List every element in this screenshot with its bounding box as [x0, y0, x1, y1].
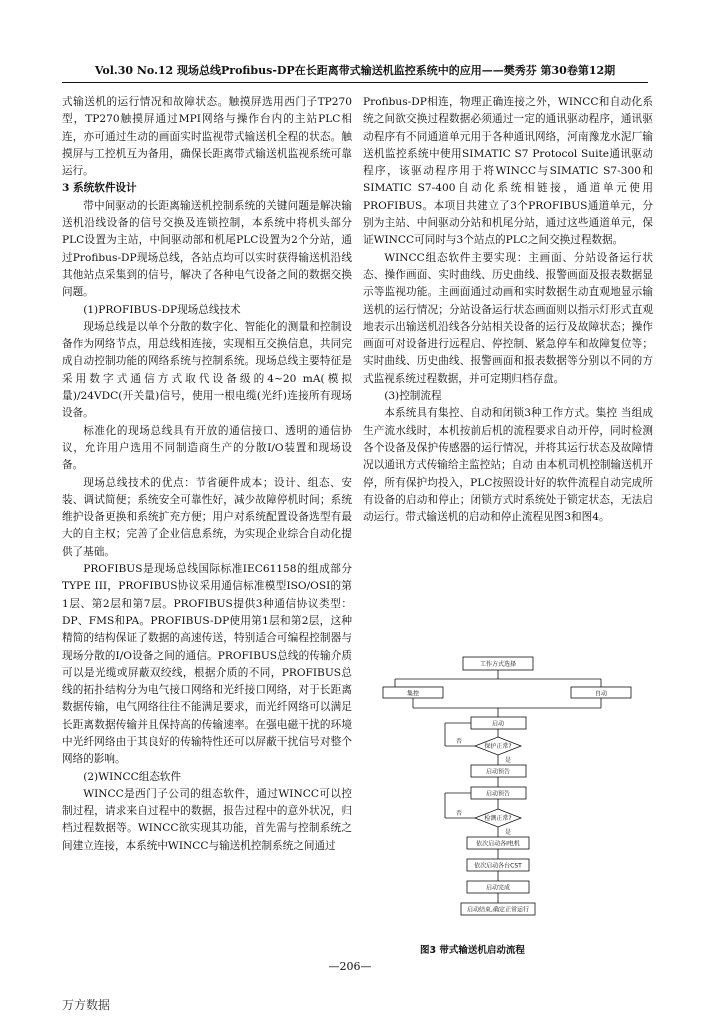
paragraph: 标准化的现场总线具有开放的通信接口、透明的通信协议，允许用户选用不同制造商生产的分散I/O装置和现场设备。 [62, 424, 352, 472]
flow-step1-label: 启动预告 [485, 768, 511, 776]
flow-left-label: 集控 [406, 690, 420, 698]
paragraph: 带中间驱动的长距离输送机控制系统的关键问题是解决输送机沿线设备的信号交换及连锁控制，本系统中将机头部分PLC设置为主站，中间驱动部和机尾PLC设置为2个分站，通过Profibus-DP现场总线，各站点均可以实时获得输送机沿线其他站点采集到的信号，解决了各种电气设备之间的数据交换问题。 [62, 199, 352, 299]
paragraph: WINCC组态软件主要实现：主画面、分站设备运行状态、操作画面、实时曲线、历史曲线、报警画面及报表数据显示等监视功能。主画面通过动画和实时数据生动直观地显示输送机的运行情况；分站设备运行状态画面则以指示灯形式直观地表示出输送机沿线各分站相关设备的运行及故障状态；操作画面可对设备进行远程启、停控制、紧急停车和故障复位等；实时曲线、历史曲线、报警画面和报表数据等分别以不同的方式监视系统过程数据，并可定期归档存盘。 [363, 251, 653, 385]
flow-prestart-label: 启动预告 [485, 790, 511, 798]
paragraph: (1)PROFIBUS-DP现场总线技术 [83, 303, 241, 316]
startup-flowchart [375, 655, 635, 930]
paragraph: (2)WINCC组态软件 [83, 770, 182, 783]
flow-step4-label: 启动完成 [485, 884, 511, 892]
running-header: Vol.30 No.12 现场总线Profibus-DP在长距离带式输送机监控系统中的应用——樊秀芬 第30卷第12期 [62, 62, 648, 83]
flow-end-label: 启动结束,确定正常运行 [467, 906, 529, 914]
figure-caption: 图3 带式输送机启动流程 [420, 945, 525, 956]
flow-yes2-label: 是 [505, 829, 512, 836]
flow-start-cmd-label: 启动 [491, 720, 505, 728]
paragraph: 3 系统软件设计 [62, 182, 137, 195]
left-column [62, 94, 352, 855]
flow-no2-label: 否 [455, 810, 463, 817]
flow-step2-label: 依次启动各I电机 [476, 840, 520, 848]
flow-step3-label: 依次启动各台CST [474, 862, 522, 870]
paragraph: (3)控制流程 [384, 390, 442, 403]
right-column [363, 94, 653, 526]
flow-right-label: 自动 [594, 690, 608, 698]
flow-decision1-label: 保护正常? [484, 743, 512, 750]
paragraph: Profibus-DP相连，物理正确连接之外，WINCC和自动化系统之间欲交换过程数据必须通过一定的通讯驱动程序，通讯驱动程序有不同通道单元用于各种通讯网络，河南豫龙水泥厂输送机监控系统中使用SIMATIC S7 Protocol Suite通讯驱动程序，该驱动程序用于将WINCC与SIMATIC S7-300和SIMATIC S7-400自动化系统相链接，通道单元使用PROFIBUS。本项目共建立了3个PROFIBUS通道单元，分别为主站、中间驱动分站和机尾分站，通过这些通道单元，保证WINCC可同时与3个站点的PLC之间交换过程数据。 [363, 96, 653, 247]
flow-start-label: 工作方式选择 [479, 661, 517, 668]
paragraph: 现场总线是以单个分散的数字化、智能化的测量和控制设备作为网络节点，用总线相连接，实现相互交换信息，共同完成自动控制功能的网络系统与控制系统。现场总线主要特征是采用数字式通信方式取代设备级的4~20 mA(模拟量)/24VDC(开关量)信号，使用一根电缆(光纤)连接所有现场设备。 [62, 320, 352, 420]
paragraph: 现场总线技术的优点：节省硬件成本；设计、组态、安装、调试简便；系统安全可靠性好，减少故障停机时间；系统维护设备更换和系统扩充方便；用户对系统配置设备选型有最大的自主权；完善了企业信息系统，为实现企业综合自动化提供了基础。 [62, 476, 352, 558]
flow-yes1-label: 是 [505, 757, 512, 764]
paragraph: WINCC是西门子公司的组态软件，通过WINCC可以控制过程，请求来自过程中的数据，报告过程中的意外状况，归档过程数据等。WINCC欲实现其功能，首先需与控制系统之间建立连接，本系统中WINCC与输送机控制系统之间通过 [62, 787, 352, 852]
paragraph: 式输送机的运行情况和故障状态。触摸屏选用西门子TP270型，TP270触摸屏通过MPI网络与操作台内的主站PLC相连，亦可通过生动的画面实时监视带式输送机全程的状态。触摸屏与工控机互为备用，确保长距离带式输送机监视系统可靠运行。 [62, 96, 352, 178]
flow-decision2-label: 检测正常? [484, 815, 512, 822]
paragraph: PROFIBUS是现场总线国际标准IEC61158的组成部分TYPE III，PROFIBUS协议采用通信标准模型ISO/OSI的第1层、第2层和第7层。PROFIBUS提供3种通信协议类型：DP、FMS和PA。PROFIBUS-DP使用第1层和第2层，这种精简的结构保证了数据的高速传送，特别适合可编程控制器与现场分散的I/O设备之间的通信。PROFIBUS总线的传输介质可以是光缆或屏蔽双绞线，根据介质的不同，PROFIBUS总线的拓扑结构分为电气接口网络和光纤接口网络，对于长距离数据传输，电气网络往往不能满足要求，而光纤网络可以满足长距离数据传输并且保持高的传输速率。在强电磁干扰的环境中光纤网络由于其良好的传输特性还可以屏蔽干扰信号对整个网络的影响。 [62, 563, 352, 766]
paragraph: 本系统具有集控、自动和闭锁3种工作方式。集控 当组成生产流水线时，本机按前后机的流程要求自动开停，同时检测各个设备及保护传感器的运行情况，并将其运行状态及故障情况以通讯方式传输给主监控站；自动 由本机司机控制输送机开停，所有保护均投入，PLC按照设计好的软件流程自动完成所有设备的启动和停止；闭锁方式时系统处于锁定状态，无法启动运行。带式输送机的启动和停止流程见图3和图4。 [363, 407, 653, 524]
page-number: —206— [328, 960, 372, 973]
flowchart-svg [375, 655, 635, 930]
wanfang-watermark: 万方数据 [62, 998, 111, 1012]
flow-no1-label: 否 [455, 738, 463, 745]
